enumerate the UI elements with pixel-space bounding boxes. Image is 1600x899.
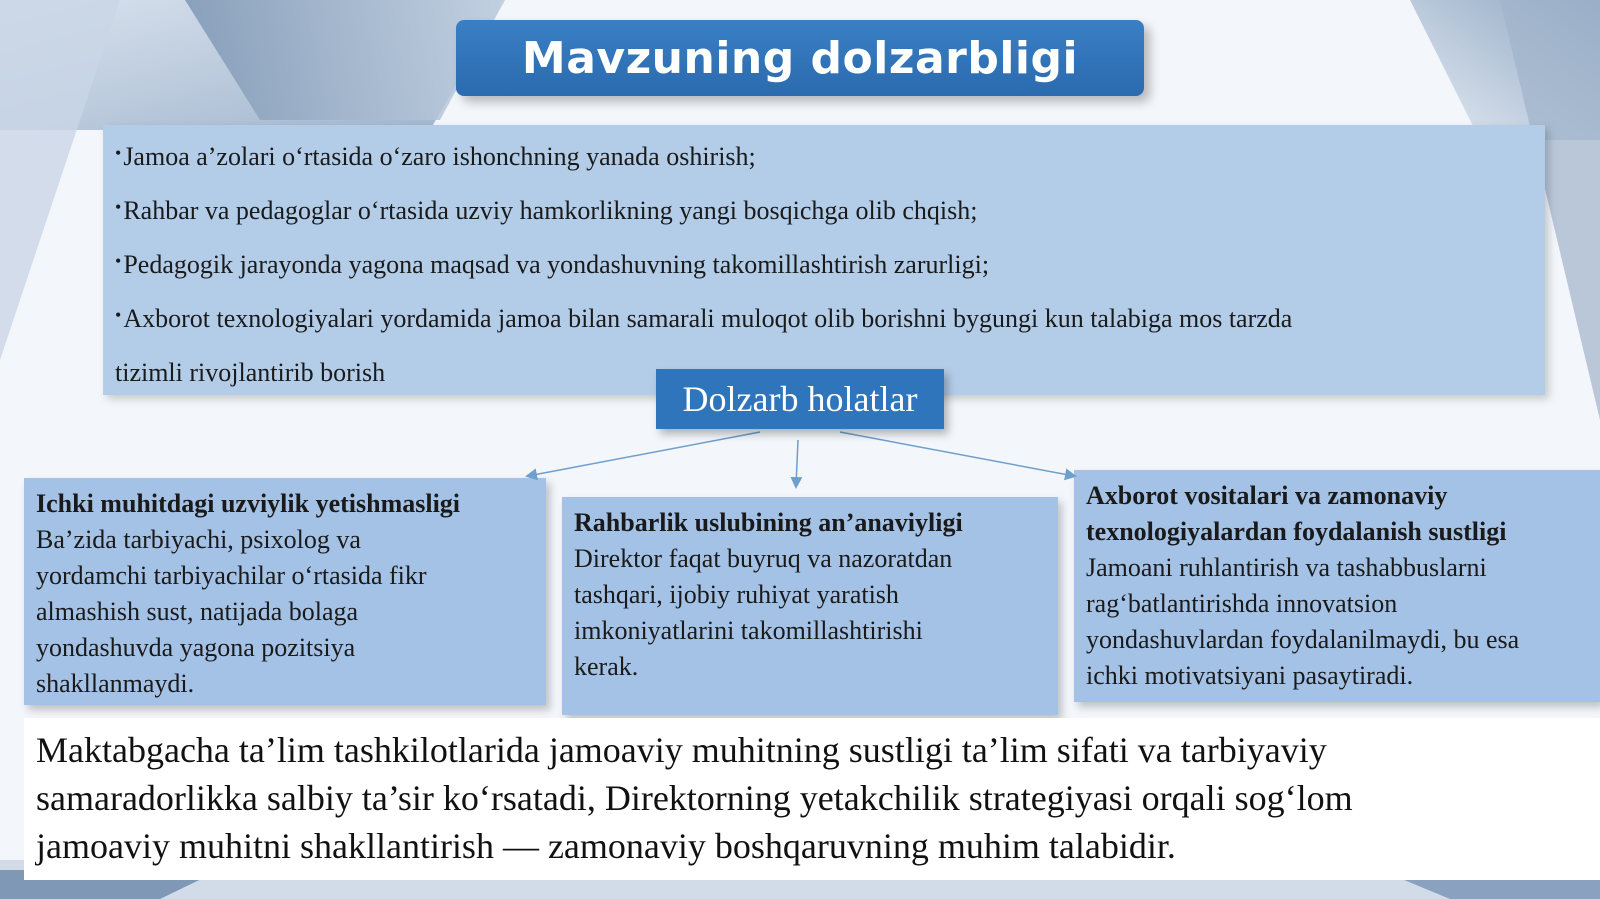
card-text-line: Jamoani ruhlantirish va tashabbuslarni xyxy=(1086,553,1487,582)
bullet-item: •Axborot texnologiyalari yordamida jamoa bilan samarali muloqot olib borishni bygungi kun talabiga mos tarzda xyxy=(115,304,1293,333)
card-heading: Rahbarlik uslubining an’anaviyligi xyxy=(574,508,963,537)
bullet-marker: • xyxy=(115,251,122,271)
conclusion-line: jamoaviy muhitni shakllantirish — zamonaviy boshqaruvning muhim talabidir. xyxy=(36,826,1176,866)
card-leadership-style xyxy=(562,497,1058,715)
card-text-line: shakllanmaydi. xyxy=(36,669,195,698)
bullet-marker: • xyxy=(115,197,122,217)
card-heading: texnologiyalardan foydalanish sustligi xyxy=(1086,517,1507,546)
card-text-line: yondashuvlardan foydalanilmaydi, bu esa xyxy=(1086,625,1520,654)
card-text-line: yondashuvda yagona pozitsiya xyxy=(36,633,356,662)
center-label: Dolzarb holatlar xyxy=(682,379,918,419)
card-internal-environment xyxy=(24,478,546,705)
slide-title: Mavzuning dolzarbligi xyxy=(521,32,1079,84)
bullet-continuation: tizimli rivojlantirib borish xyxy=(115,358,386,387)
bullets-panel xyxy=(103,125,1545,395)
card-text-line: Direktor faqat buyruq va nazoratdan xyxy=(574,544,953,573)
card-text-line: tashqari, ijobiy ruhiyat yaratish xyxy=(574,580,899,609)
slide-title-banner xyxy=(456,20,1144,96)
card-text-line: rag‘batlantirishda innovatsion xyxy=(1086,589,1398,618)
bullet-marker: • xyxy=(115,305,122,325)
center-label-box xyxy=(656,369,944,429)
card-heading: Axborot vositalari va zamonaviy xyxy=(1086,481,1448,510)
card-text-line: Ba’zida tarbiyachi, psixolog va xyxy=(36,525,361,554)
bullet-item: •Rahbar va pedagoglar o‘rtasida uzviy hamkorlikning yangi bosqichga olib chqish; xyxy=(115,196,978,225)
bullet-marker: • xyxy=(115,143,122,163)
bullet-item: •Jamoa a’zolari o‘rtasida o‘zaro ishonchning yanada oshirish; xyxy=(115,142,756,171)
card-text-line: imkoniyatlarini takomillashtirishi xyxy=(574,616,923,645)
conclusion-line: samaradorlikka salbiy ta’sir ko‘rsatadi, Direktorning yetakchilik strategiyasi orqali sog‘lom xyxy=(36,778,1353,818)
card-text-line: almashish sust, natijada bolaga xyxy=(36,597,359,626)
card-technology-use xyxy=(1074,470,1600,702)
conclusion-line: Maktabgacha ta’lim tashkilotlarida jamoaviy muhitning sustligi ta’lim sifati va tarbiyaviy xyxy=(36,730,1327,770)
conclusion-box xyxy=(24,718,1600,880)
card-heading: Ichki muhitdagi uzviylik yetishmasligi xyxy=(36,489,461,518)
card-text-line: kerak. xyxy=(574,652,639,681)
card-text-line: ichki motivatsiyani pasaytiradi. xyxy=(1086,661,1414,690)
card-text-line: yordamchi tarbiyachilar o‘rtasida fikr xyxy=(36,561,427,590)
bullet-item: •Pedagogik jarayonda yagona maqsad va yondashuvning takomillashtirish zarurligi; xyxy=(115,250,990,279)
